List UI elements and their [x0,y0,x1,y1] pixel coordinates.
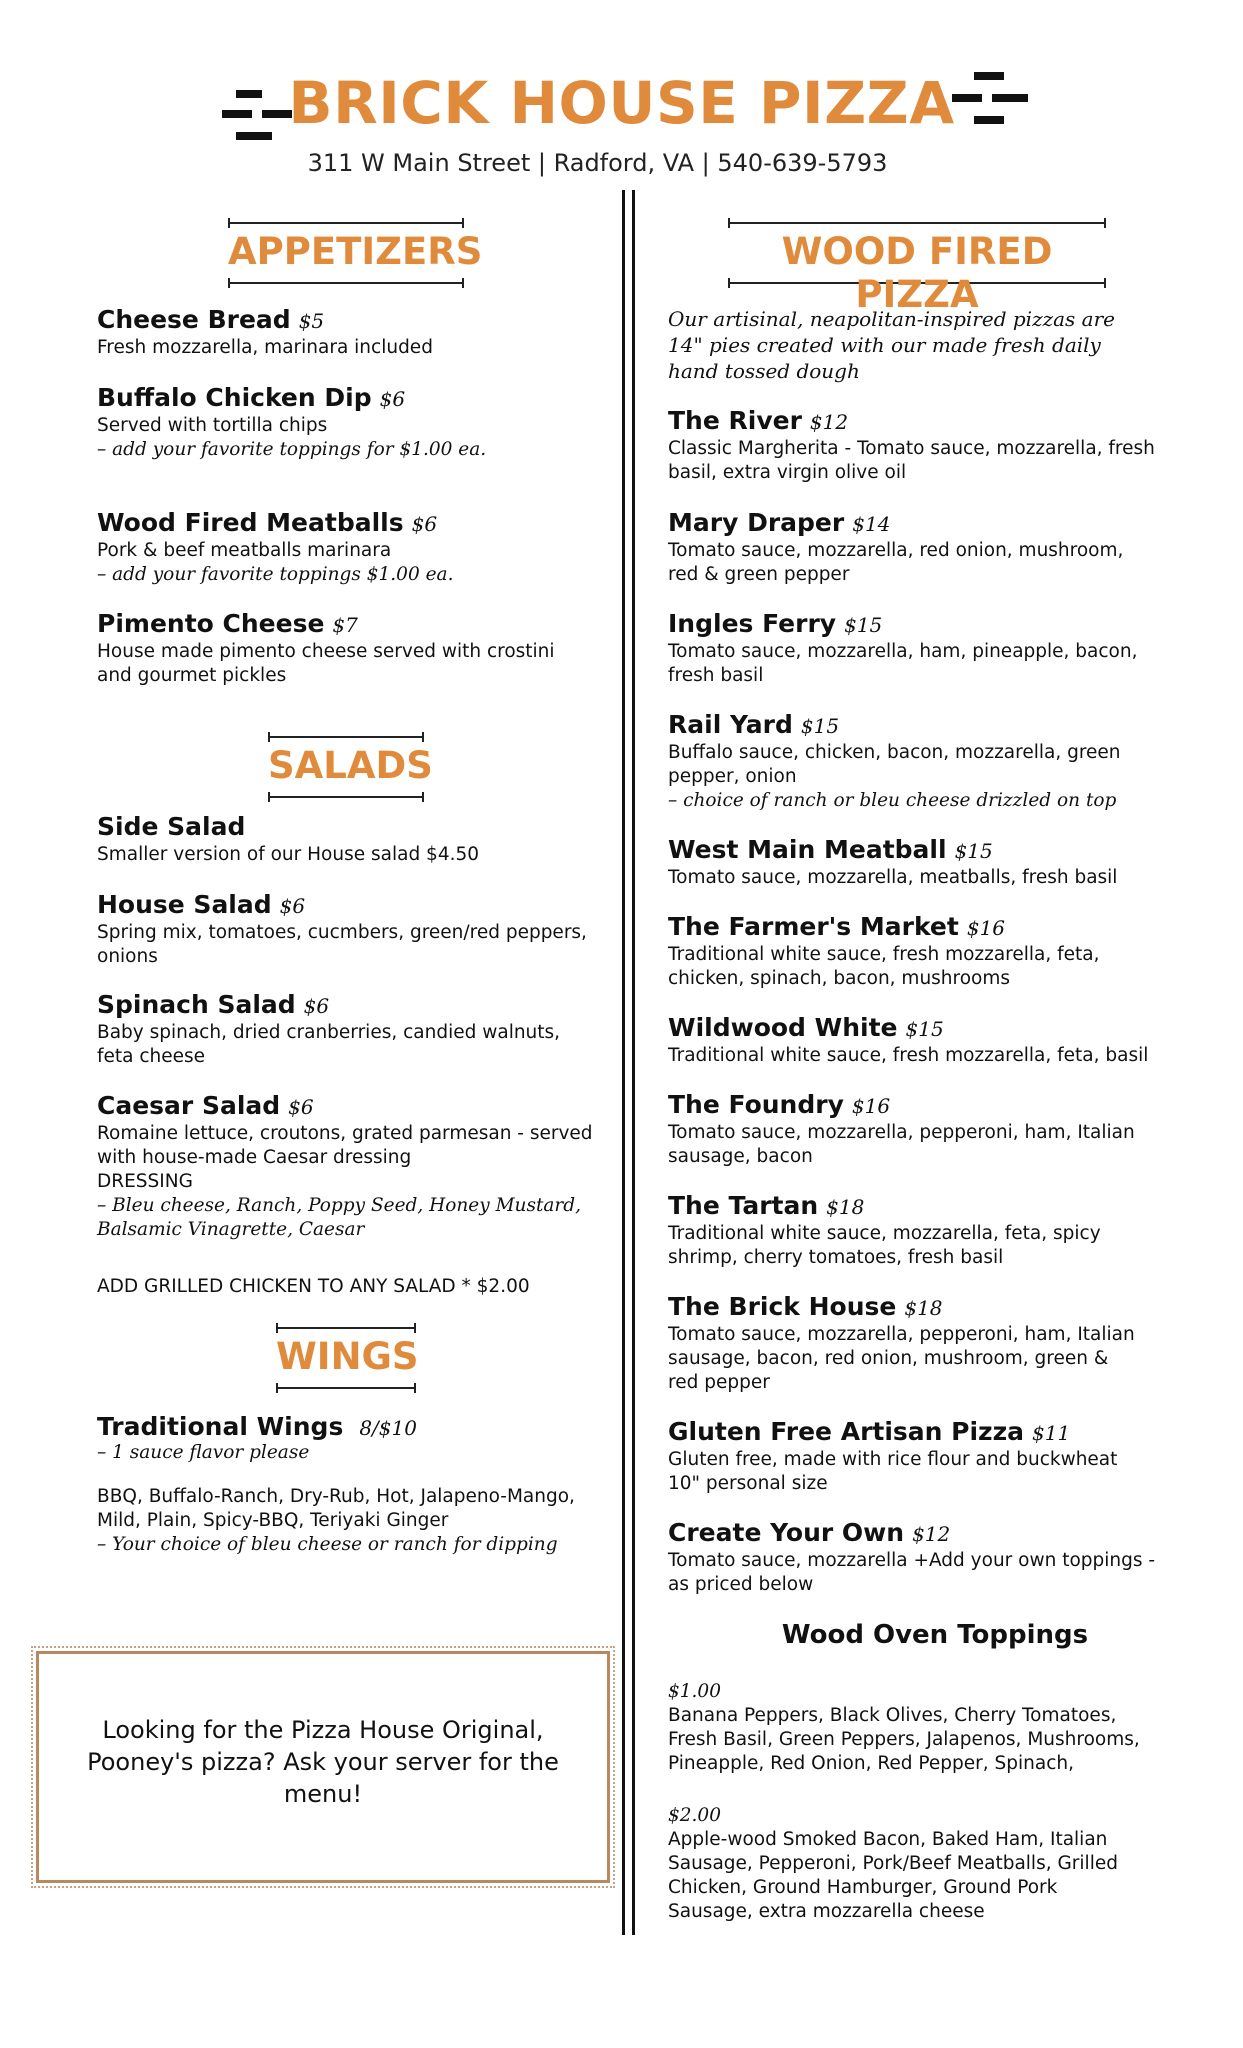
item-name: Pimento Cheese [97,609,325,638]
salad-addon: ADD GRILLED CHICKEN TO ANY SALAD * $2.00 [97,1276,530,1297]
item-name: Cheese Bread [97,305,291,334]
restaurant-title: BRICK HOUSE PIZZA [288,69,955,137]
menu-item [668,912,1168,991]
item-note: – 1 sauce flavor please [97,1442,310,1463]
item-description: Gluten free, made with rice flour and buckwheat 10" personal size [668,1449,1118,1494]
dressing-label: DRESSING [97,1171,193,1192]
item-name: Wood Fired Meatballs [97,508,404,537]
item-name: Create Your Own [668,1518,905,1547]
wing-flavors: BBQ, Buffalo-Ranch, Dry-Rub, Hot, Jalapeno-Mango, Mild, Plain, Spicy-BBQ, Teriyaki Ginger [97,1486,575,1531]
menu-item [97,812,627,867]
item-note: – add your favorite toppings $1.00 ea. [97,564,454,585]
menu-item [668,508,1168,587]
salads-header [268,736,433,798]
pizza-header [728,222,1106,316]
menu-item [97,1412,627,1557]
item-price: $6 [279,894,306,918]
item-price: $11 [1032,1421,1071,1445]
item-name: West Main Meatball [668,835,947,864]
item-name: The Brick House [668,1292,897,1321]
menu-item [668,609,1168,688]
menu-item [97,990,627,1069]
menu-item [668,1518,1168,1597]
item-name: House Salad [97,890,272,919]
item-price: $18 [904,1296,943,1320]
item-name: Ingles Ferry [668,609,837,638]
item-description: Tomato sauce, mozzarella, ham, pineapple, bacon, fresh basil [668,641,1138,686]
section-title: SALADS [268,744,433,787]
item-description: Spring mix, tomatoes, cucmbers, green/red peppers, onions [97,922,587,967]
tier-price: $2.00 [668,1805,721,1826]
menu-item [668,1013,1168,1068]
tier-list: Apple-wood Smoked Bacon, Baked Ham, Italian Sausage, Pepperoni, Pork/Beef Meatballs, Grilled Chicken, Ground Hamburger, Ground Pork Sausage, extra mozzarella cheese [668,1829,1118,1922]
menu-item [97,508,627,587]
menu-item [97,1091,627,1242]
item-price: 8/$10 [359,1416,417,1440]
item-name: The Farmer's Market [668,912,959,941]
item-price: $6 [379,387,406,411]
item-description: Tomato sauce, mozzarella, red onion, mushroom, red & green pepper [668,540,1124,585]
item-description: Traditional white sauce, fresh mozzarella, feta, basil [668,1045,1149,1066]
item-name: Traditional Wings [97,1412,344,1441]
item-note: – add your favorite toppings for $1.00 ea. [97,439,487,460]
item-name: The River [668,406,802,435]
menu-item [668,406,1168,485]
section-title: APPETIZERS [228,230,483,273]
item-price: $16 [966,916,1006,940]
item-description: Traditional white sauce, mozzarella, feta, spicy shrimp, cherry tomatoes, fresh basil [668,1223,1101,1268]
column-divider [632,190,635,1935]
appetizers-header [228,222,483,284]
item-price: $12 [912,1522,951,1546]
menu-item [97,305,627,360]
item-name: The Foundry [668,1090,844,1119]
toppings-tier [668,1680,1148,1776]
item-description: Fresh mozzarella, marinara included [97,337,433,358]
item-description: Tomato sauce, mozzarella, pepperoni, ham, Italian sausage, bacon, red onion, mushroom, green & red pepper [668,1324,1135,1393]
item-description: Romaine lettuce, croutons, grated parmesan - served with house-made Caesar dressing [97,1123,593,1168]
menu-item [668,710,1168,813]
restaurant-address: 311 W Main Street | Radford, VA | 540-639-5793 [307,149,888,177]
section-title: WOOD FIRED PIZZA [781,230,1053,316]
dressing-options: – Bleu cheese, Ranch, Poppy Seed, Honey Mustard, Balsamic Vinagrette, Caesar [97,1195,581,1240]
item-description: Traditional white sauce, fresh mozzarella, feta, chicken, spinach, bacon, mushrooms [668,944,1100,989]
pizza-intro: Our artisinal, neapolitan-inspired pizzas are 14" pies created with our made fresh daily hand tossed dough [668,307,1116,383]
item-price: $15 [954,839,993,863]
item-name: Caesar Salad [97,1091,281,1120]
item-price: $18 [826,1195,865,1219]
item-description: Smaller version of our House salad $4.50 [97,844,480,865]
item-price: $16 [851,1094,891,1118]
item-description: Served with tortilla chips [97,415,328,436]
item-name: Side Salad [97,812,246,841]
tier-price: $1.00 [668,1681,721,1702]
menu-item [97,609,627,688]
item-price: $12 [809,410,849,434]
menu-item [97,890,627,969]
item-note: – choice of ranch or bleu cheese drizzled on top [668,790,1117,811]
item-price: $15 [844,613,883,637]
toppings-title: Wood Oven Toppings [781,1620,1089,1650]
promo-box [36,1651,610,1883]
menu-item [668,1191,1168,1270]
item-description: House made pimento cheese served with crostini and gourmet pickles [97,641,555,686]
toppings-tier [668,1804,1148,1924]
item-price: $15 [905,1017,944,1041]
item-price: $14 [852,512,891,536]
item-price: $15 [800,714,840,738]
item-name: Gluten Free Artisan Pizza [668,1417,1025,1446]
item-description: Classic Margherita - Tomato sauce, mozzarella, fresh basil, extra virgin olive oil [668,438,1155,483]
item-name: Buffalo Chicken Dip [97,383,372,412]
item-description: Tomato sauce, mozzarella, meatballs, fresh basil [668,867,1118,888]
item-name: Wildwood White [668,1013,898,1042]
menu-item [97,383,627,462]
dip-note: – Your choice of bleu cheese or ranch for dipping [97,1534,558,1555]
item-price: $6 [411,512,438,536]
item-price: $7 [332,613,358,637]
item-description: Tomato sauce, mozzarella, pepperoni, ham, Italian sausage, bacon [668,1122,1135,1167]
item-description: Buffalo sauce, chicken, bacon, mozzarella, green pepper, onion [668,742,1121,787]
tier-list: Banana Peppers, Black Olives, Cherry Tomatoes, Fresh Basil, Green Peppers, Jalapenos, Mushrooms, Pineapple, Red Onion, Red Pepper, Spinach, [668,1705,1140,1774]
promo-text: Looking for the Pizza House Original, Pooney's pizza? Ask your server for the menu! [87,1716,559,1808]
section-title: WINGS [276,1335,419,1378]
item-description: Pork & beef meatballs marinara [97,540,392,561]
wings-header [276,1327,419,1389]
item-price: $6 [288,1095,314,1119]
menu-item [668,1292,1168,1395]
item-price: $6 [303,994,330,1018]
item-name: The Tartan [668,1191,819,1220]
item-price: $5 [298,309,325,333]
menu-item [668,1417,1168,1496]
item-name: Rail Yard [668,710,793,739]
item-description: Baby spinach, dried cranberries, candied walnuts, feta cheese [97,1022,561,1067]
menu-item [668,1090,1168,1169]
item-name: Mary Draper [668,508,845,537]
menu-item [668,835,1168,890]
item-name: Spinach Salad [97,990,296,1019]
item-description: Tomato sauce, mozzarella +Add your own toppings - as priced below [668,1550,1156,1595]
